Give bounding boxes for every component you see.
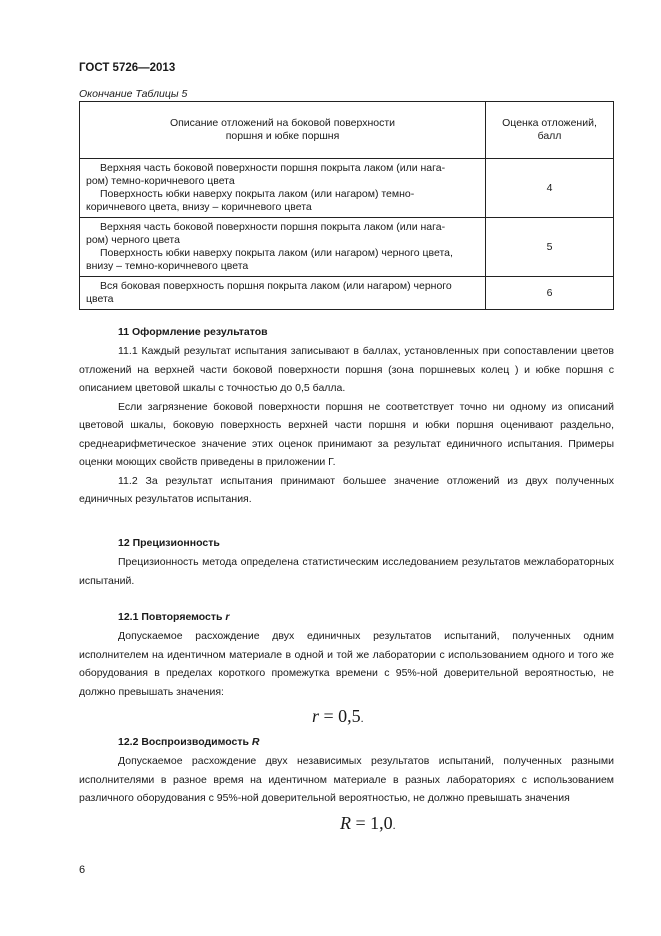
row-description: Верхняя часть боковой поверхности поршня покрыта лаком (или нага- ром) темно-коричневого цвета Поверхность юбки наверху покрыта лаком (или нагаром) темно- коричневого цвета, внизу – коричневого цвета (80, 159, 486, 218)
table-header-row (80, 102, 614, 159)
paragraph: Прецизионность метода определена статистическим исследованием результатов межлабораторных испытаний. (79, 556, 614, 587)
paragraph: Допускаемое расхождение двух независимых результатов испытаний, полученных разными исполнителями в разное время на идентичном материале в разных лабораториях с использованием различного оборудования с 95%-ной доверительной вероятностью, не должно превышать значения (79, 755, 614, 804)
formula-repeatability: r = 0,5. (312, 706, 364, 726)
table-header-score: Оценка отложений, балл (486, 102, 614, 159)
table-row (80, 277, 614, 310)
table-caption: Окончание Таблицы 5 (79, 88, 188, 100)
document-header: ГОСТ 5726—2013 (79, 62, 176, 74)
table-row (80, 218, 614, 277)
symbol-R: R (251, 736, 260, 748)
section-11-title: 11 Оформление результатов (118, 326, 268, 338)
section-12-2-body (79, 752, 614, 808)
section-12-1-body (79, 627, 614, 701)
row-description: Вся боковая поверхность поршня покрыта лаком (или нагаром) черного цвета (80, 277, 486, 310)
section-12-body (79, 553, 614, 590)
table-header-description: Описание отложений на боковой поверхности поршня и юбке поршня (80, 102, 486, 159)
assessment-table (79, 101, 614, 310)
section-12-2-title: 12.2 Воспроизводимость R (118, 736, 260, 748)
row-score: 5 (486, 218, 614, 277)
paragraph: Если загрязнение боковой поверхности поршня не соответствует точно ни одному из описаний цветовой шкалы, боковую поверхность верхней части поршня и юбки поршня оценивают раздельно, среднеарифметическое значение этих оценок принимают за результат единичного испытания. Примеры оценки моющих свойств приведены в приложении Г. (79, 400, 614, 468)
row-description: Верхняя часть боковой поверхности поршня покрыта лаком (или нага- ром) черного цвета Поверхность юбки наверху покрыта лаком (или нагаром) черного цвета, внизу – темно-коричневого цвета (80, 218, 486, 277)
table-row (80, 159, 614, 218)
section-11-body (79, 342, 614, 509)
page-number: 6 (79, 864, 86, 876)
formula-reproducibility: R = 1,0. (340, 813, 396, 833)
paragraph: 11.2 За результат испытания принимают большее значение отложений из двух полученных единичных результатов испытания. (79, 474, 614, 505)
section-12-1-title: 12.1 Повторяемость r (118, 611, 230, 623)
row-score: 6 (486, 277, 614, 310)
paragraph: 11.1 Каждый результат испытания записывают в баллах, установленных при сопоставлении цветов отложений на верхней части боковой поверхности поршня (зона поршневых колец ) и юбке поршня с описанием цветовой шкалы с точностью до 0,5 балла. (79, 345, 614, 394)
paragraph: Допускаемое расхождение двух единичных результатов испытаний, полученных одним исполнителем на идентичном материале в одной и той же лаборатории с использованием одного и того же оборудования в пределах короткого промежутка времени с 95%-ной доверительной вероятностью, не должно превышать значения: (79, 630, 614, 698)
row-score: 4 (486, 159, 614, 218)
symbol-r: r (225, 611, 230, 623)
section-12-title: 12 Прецизионность (118, 537, 220, 549)
